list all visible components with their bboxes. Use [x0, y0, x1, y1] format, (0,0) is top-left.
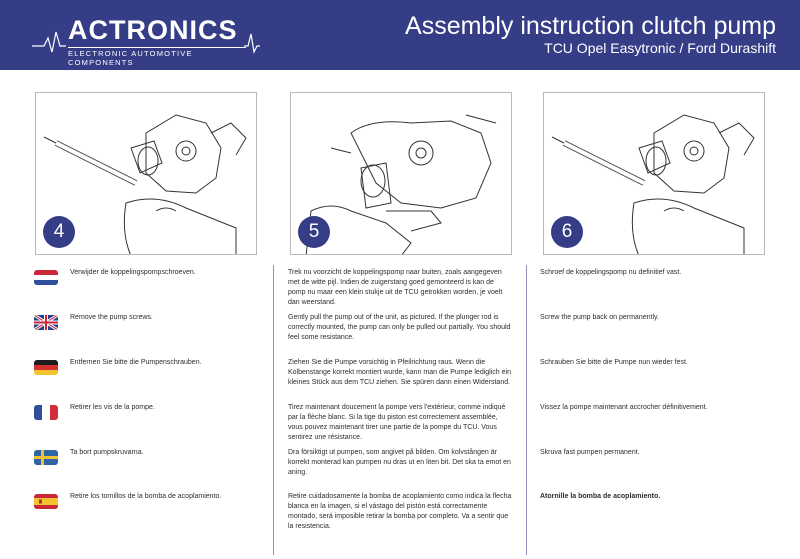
france-flag-icon: [34, 405, 58, 420]
step-5-illustration-panel: [290, 92, 512, 255]
step-4-illustration-panel: [35, 92, 257, 255]
step-6-text: Skruva fast pumpen permanent.: [540, 449, 640, 456]
step-4-text: Remove the pump screws.: [70, 314, 153, 321]
step-4-text: Entfernen Sie bitte die Pumpenschrauben.: [70, 359, 202, 366]
step-5-text: Tirez maintenant doucement la pompe vers l'extérieur, comme indiqué par la flèche blanc. Si la tige du piston est correctement assemblée, vous pouvez maintenant tirer une partie de la pompe du TCU. Vous sentirez une résistance.: [288, 404, 506, 441]
step-number-badge: 6: [551, 216, 583, 248]
sweden-flag-icon: [34, 450, 58, 465]
step-6-text: Atornille la bomba de acoplamiento.: [540, 493, 661, 500]
step-4-text: Verwijder de koppelingspompschroeven.: [70, 269, 196, 276]
step-6-text: Vissez la pompe maintenant accrocher définitivement.: [540, 404, 708, 411]
actronics-logo: [30, 12, 260, 67]
logo-name: ACTRONICS: [68, 15, 238, 45]
column-divider: [526, 265, 527, 555]
header-banner: [0, 0, 800, 70]
page-title: Assembly instruction clutch pump: [405, 12, 776, 40]
column-divider: [273, 265, 274, 555]
germany-flag-icon: [34, 360, 58, 375]
step-4-text: Retirer les vis de la pompe.: [70, 404, 155, 411]
step-6-text: Screw the pump back on permanently.: [540, 314, 659, 321]
step-5-text: Ziehen Sie die Pumpe vorsichtig in Pfeilrichtung raus. Wenn die Kolbenstange korrekt montiert wurde, kann man die Pumpe lediglich ein kleines Stück aus dem TCU ziehen. Sie spüren dann einen Widerstand.: [288, 359, 511, 386]
step-5-text: Trek nu voorzicht de koppelingspomp naar buiten, zoals aangegeven met de witte pijl. Indien de zuigerstang goed gemonteerd is kan de pomp nu maar een klein stukje uit de TCU getrokken worden, je voelt dan weerstand.: [288, 269, 503, 306]
spain-flag-icon: [34, 494, 58, 509]
step-4-text: Retire los tornillos de la bomba de acoplamiento.: [70, 493, 222, 500]
step-5-text: Gently pull the pump out of the unit, as pictured. If the plunger rod is correctly mounted, the pump can only be pulled out partially. You should feel some resistance.: [288, 314, 511, 341]
page-subtitle: TCU Opel Easytronic / Ford Durashift: [544, 40, 776, 56]
logo-tagline: ELECTRONIC AUTOMOTIVE COMPONENTS: [68, 47, 246, 67]
step-number-badge: 5: [298, 216, 330, 248]
step-5-text: Retire cuidadosamente la bomba de acoplamiento como indica la flecha blanca en la imagen, si el vástago del pistón está correctamente montado, será imposible retirar la bomba por completo. Va a sentir que la resistencia.: [288, 493, 512, 530]
step-6-text: Schrauben Sie bitte die Pumpe nun wieder fest.: [540, 359, 688, 366]
step-number-badge: 4: [43, 216, 75, 248]
step-5-text: Dra försiktigt ut pumpen, som angivet på bilden. Om kolvstången är korrekt monterad kan pumpen nu dras ut en liten bit. Det ska ta emot en aning.: [288, 449, 511, 476]
step-4-text: Ta bort pumpskruvarna.: [70, 449, 144, 456]
step-6-text: Schroef de koppelingspomp nu definitief vast.: [540, 269, 682, 276]
netherlands-flag-icon: [34, 270, 58, 285]
step-6-illustration-panel: [543, 92, 765, 255]
united-kingdom-flag-icon: [34, 315, 58, 330]
